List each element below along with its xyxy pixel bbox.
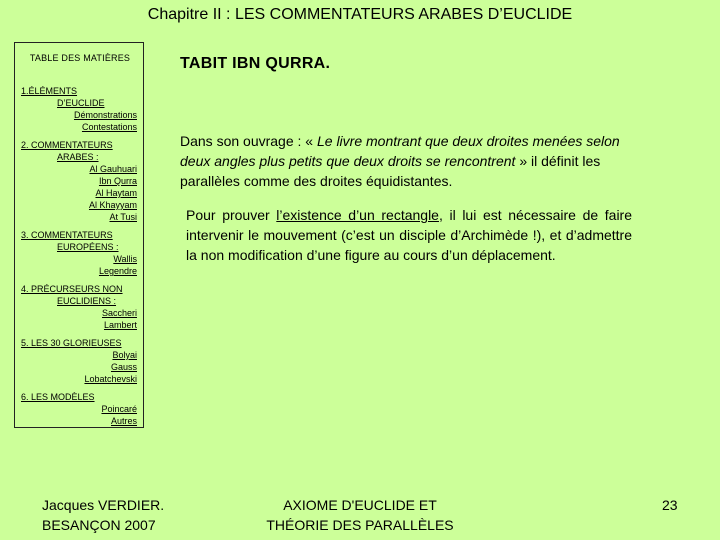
toc-section-1-line2[interactable]: D’EUCLIDE (57, 98, 105, 108)
footer-subject-line1: AXIOME D'EUCLIDE ET (283, 497, 437, 513)
toc-item-al-khayyam[interactable]: Al Khayyam (88, 200, 137, 210)
toc-item-lambert[interactable]: Lambert (103, 320, 137, 330)
footer-author (42, 495, 164, 535)
toc-item-wallis[interactable]: Wallis (113, 254, 137, 264)
toc-item-demonstrations[interactable]: Démonstrations (73, 110, 137, 120)
toc-item-poincare[interactable]: Poincaré (101, 404, 137, 414)
footer-subject (250, 495, 470, 535)
toc-item-bolyai[interactable]: Bolyai (112, 350, 137, 360)
toc-item-al-haytam[interactable]: Al Haytam (95, 188, 137, 198)
rectangle-existence-link[interactable]: l’existence d’un rectangle (276, 207, 439, 223)
toc-section-6-line1[interactable]: 6. LES MODÈLES (21, 392, 95, 402)
page-number: 23 (662, 497, 678, 513)
toc-item-autres[interactable]: Autres (110, 416, 137, 426)
toc-item-saccheri[interactable]: Saccheri (101, 308, 137, 318)
para2-text-b: , il lui est nécessaire de faire intervenir le mouvement (c’est un disciple d’Archimède !), et d’admettre la non modification d’une figure au cours d’un déplacement. (186, 207, 632, 263)
toc-item-al-gauhuari[interactable]: Al Gauhuari (89, 164, 137, 174)
toc-section-3-line2[interactable]: EUROPÉENS : (57, 242, 119, 252)
footer-author-line2: BESANÇON 2007 (42, 517, 156, 533)
toc-section-2-line1[interactable]: 2. COMMENTATEURS (21, 140, 113, 150)
toc-section-4-line1[interactable]: 4. PRÉCURSEURS NON (21, 284, 123, 294)
toc-item-at-tusi[interactable]: At Tusi (109, 212, 137, 222)
footer-subject-line2: THÉORIE DES PARALLÈLES (266, 517, 454, 533)
toc-section-3-line1[interactable]: 3. COMMENTATEURS (21, 230, 113, 240)
toc-item-gauss[interactable]: Gauss (110, 362, 137, 372)
toc-item-contestations[interactable]: Contestations (81, 122, 137, 132)
table-of-contents-panel (14, 42, 144, 428)
proof-paragraph (186, 205, 632, 265)
toc-title: TABLE DES MATIÈRES (29, 53, 131, 63)
definition-paragraph (180, 131, 640, 191)
footer-author-line1: Jacques VERDIER. (42, 497, 165, 513)
toc-item-ibn-qurra[interactable]: Ibn Qurra (98, 176, 137, 186)
para1-text-b: » il définit les parallèles comme des droites équidistantes. (180, 153, 601, 189)
para1-text-a: Dans son ouvrage : « (180, 133, 317, 149)
toc-section-2-line2[interactable]: ARABES : (57, 152, 99, 162)
toc-item-lobatchevski[interactable]: Lobatchevski (84, 374, 137, 384)
para2-text-a: Pour prouver (186, 207, 277, 223)
toc-item-legendre[interactable]: Legendre (98, 266, 137, 276)
slide-title: Chapitre II : LES COMMENTATEURS ARABES D’EUCLIDE (147, 6, 573, 23)
toc-section-4-line2[interactable]: EUCLIDIENS : (57, 296, 117, 306)
section-heading: TABIT IBN QURRA. (180, 55, 331, 72)
toc-section-5-line1[interactable]: 5. LES 30 GLORIEUSES (21, 338, 122, 348)
toc-section-1-line1[interactable]: 1.ÉLÉMENTS (21, 86, 78, 96)
book-title-italic: Le livre montrant que deux droites menées selon deux angles plus petits que deux droits se rencontrent (180, 133, 620, 169)
